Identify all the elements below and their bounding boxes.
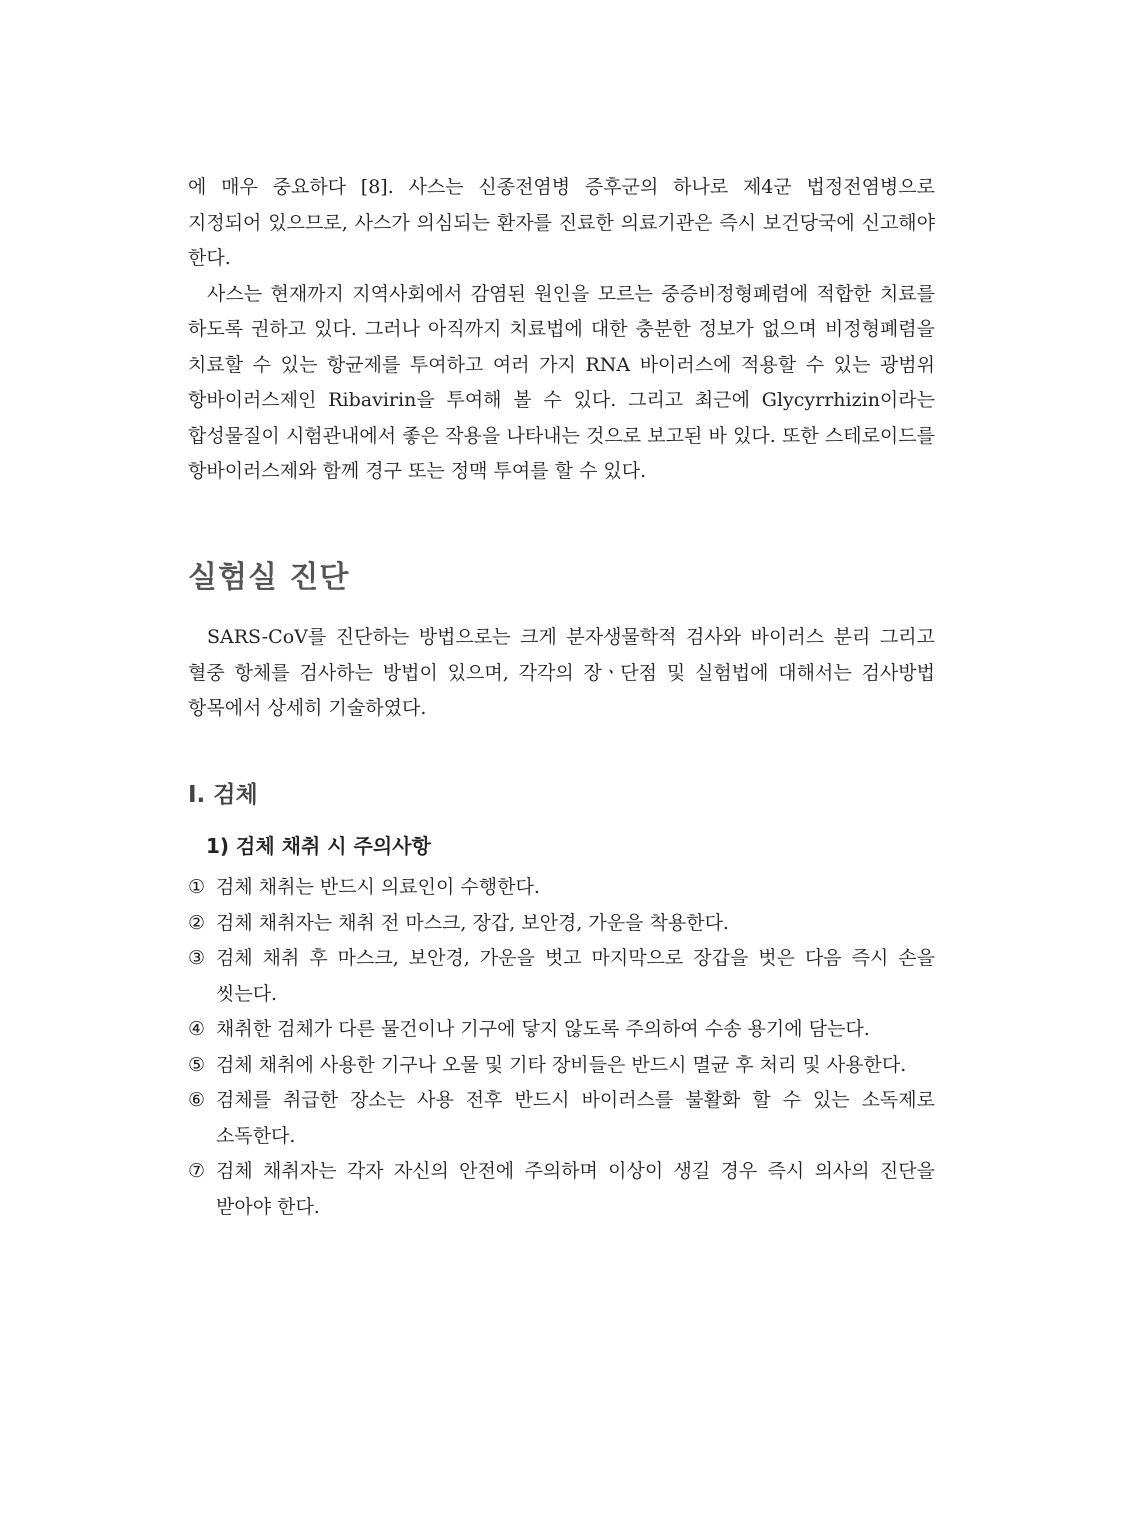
section-body bbox=[188, 620, 935, 727]
list-item-text: 채취한 검체가 다른 물건이나 기구에 닿지 않도록 주의하여 수송 용기에 담는다. bbox=[216, 1018, 870, 1040]
section-paragraph: SARS-CoV를 진단하는 방법으로는 크게 분자생물학적 검사와 바이러스 분리 그리고 혈중 항체를 검사하는 방법이 있으며, 각각의 장ㆍ단점 및 실험법에 대해서는 검사방법 항목에서 상세히 기술하였다. bbox=[188, 626, 935, 719]
precautions-list bbox=[188, 870, 935, 1225]
intro-block bbox=[188, 170, 935, 490]
list-item-text: 검체를 취급한 장소는 사용 전후 반드시 바이러스를 불활화 할 수 있는 소독제로 소독한다. bbox=[216, 1089, 935, 1147]
list-item bbox=[188, 906, 935, 942]
intro-paragraph-1: 에 매우 중요하다 [8]. 사스는 신종전염병 증후군의 하나로 제4군 법정전염병으로 지정되어 있으므로, 사스가 의심되는 환자를 진료한 의료기관은 즉시 보건당국에 신고해야 한다. bbox=[188, 176, 935, 269]
list-item-text: 검체 채취자는 각자 자신의 안전에 주의하며 이상이 생길 경우 즉시 의사의 진단을 받아야 한다. bbox=[216, 1160, 935, 1218]
subsection-title: Ⅰ. 검체 bbox=[188, 782, 258, 808]
list-item-text: 검체 채취에 사용한 기구나 오물 및 기타 장비들은 반드시 멸균 후 처리 및 사용한다. bbox=[216, 1053, 907, 1076]
list-marker: ⑤ bbox=[188, 1053, 206, 1076]
list-item bbox=[188, 1012, 935, 1048]
subsection-subtitle: 1) 검체 채취 시 주의사항 bbox=[206, 834, 431, 858]
list-item bbox=[188, 941, 935, 1012]
section-title: 실험실 진단 bbox=[188, 560, 350, 595]
list-marker: ⑥ bbox=[188, 1089, 206, 1111]
precautions-list-block bbox=[188, 870, 935, 1225]
list-item bbox=[188, 870, 935, 906]
list-item-text: 검체 채취자는 채취 전 마스크, 장갑, 보안경, 가운을 착용한다. bbox=[216, 911, 729, 934]
list-item bbox=[188, 1083, 935, 1154]
list-marker: ② bbox=[188, 911, 206, 934]
list-item bbox=[188, 1154, 935, 1225]
list-item-text: 검체 채취는 반드시 의료인이 수행한다. bbox=[216, 876, 540, 898]
list-item-text: 검체 채취 후 마스크, 보안경, 가운을 벗고 마지막으로 장갑을 벗은 다음 즉시 손을 씻는다. bbox=[216, 947, 935, 1005]
list-marker: ① bbox=[188, 876, 206, 898]
list-marker: ⑦ bbox=[188, 1160, 206, 1182]
list-marker: ④ bbox=[188, 1018, 206, 1040]
intro-paragraph-2: 사스는 현재까지 지역사회에서 감염된 원인을 모르는 중증비정형폐렴에 적합한 치료를 하도록 권하고 있다. 그러나 아직까지 치료법에 대한 충분한 정보가 없으며 비정형폐렴을 치료할 수 있는 항균제를 투여하고 여러 가지 RNA 바이러스에 적용할 수 있는 광범위 항바이러스제인 Ribavirin을 투여해 볼 수 있다. 그리고 최근에 Glycyrrhizin이라는 합성물질이 시험관내에서 좋은 작용을 나타내는 것으로 보고된 바 있다. 또한 스테로이드를 항바이러스제와 함께 경구 또는 정맥 투여를 할 수 있다. bbox=[188, 282, 935, 482]
list-item bbox=[188, 1048, 935, 1084]
list-marker: ③ bbox=[188, 947, 206, 969]
